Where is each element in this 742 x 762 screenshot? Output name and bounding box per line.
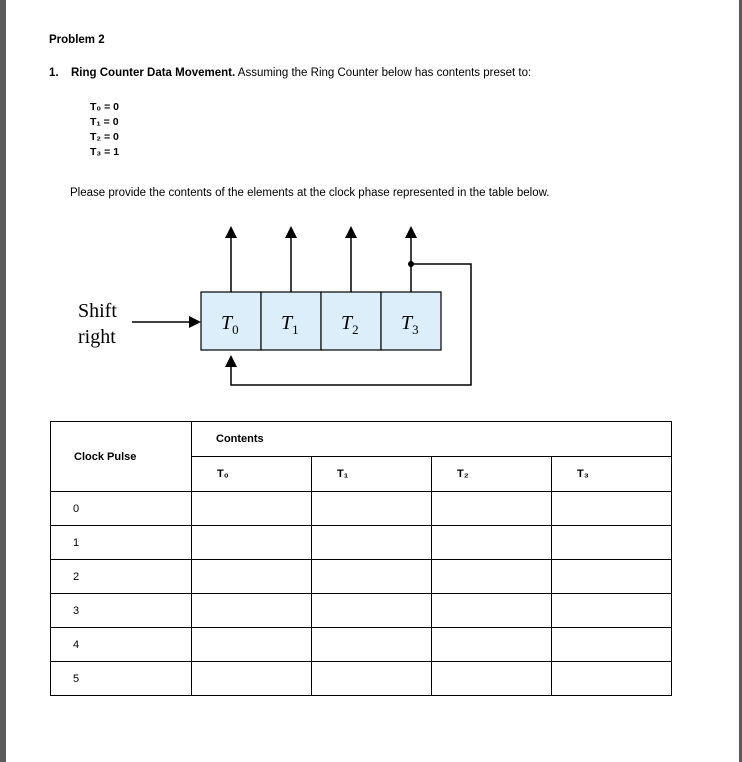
preset-t2: T₂ = 0 <box>90 131 119 143</box>
pulse-cell: 2 <box>51 560 192 594</box>
answer-cell[interactable] <box>192 628 312 662</box>
table-row <box>51 594 672 628</box>
cell-t2-label: $T_2$ <box>341 312 359 337</box>
answer-cell[interactable] <box>192 560 312 594</box>
ring-counter-diagram <box>70 215 490 395</box>
col-header-t1: T₁ <box>312 457 432 492</box>
cell-t1-label: $T_1$ <box>281 312 299 337</box>
question-text <box>49 67 531 79</box>
answer-cell[interactable] <box>432 560 552 594</box>
cell-t0-label: $T_0$ <box>221 312 239 337</box>
answer-cell[interactable] <box>432 526 552 560</box>
question-rest: Assuming the Ring Counter below has contents preset to: <box>235 67 532 79</box>
clock-header: Clock Pulse <box>51 422 192 492</box>
table-row <box>51 526 672 560</box>
pulse-cell: 4 <box>51 628 192 662</box>
preset-t0: T₀ = 0 <box>90 101 119 113</box>
pulse-cell: 5 <box>51 662 192 696</box>
shift-label-2: right <box>78 326 116 348</box>
table-row <box>51 560 672 594</box>
question-number: 1. <box>49 67 59 79</box>
answer-cell[interactable] <box>312 492 432 526</box>
answer-cell[interactable] <box>432 594 552 628</box>
cell-t3-label: $T_3$ <box>401 312 419 337</box>
preset-t1: T₁ = 0 <box>90 116 119 128</box>
answer-cell[interactable] <box>552 628 672 662</box>
answer-cell[interactable] <box>192 492 312 526</box>
answer-cell[interactable] <box>192 526 312 560</box>
problem-title: Problem 2 <box>49 34 105 46</box>
answer-cell[interactable] <box>552 526 672 560</box>
answer-cell[interactable] <box>552 492 672 526</box>
preset-list <box>90 100 119 160</box>
answer-table <box>50 421 672 696</box>
table-row <box>51 662 672 696</box>
answer-cell[interactable] <box>312 560 432 594</box>
answer-cell[interactable] <box>432 662 552 696</box>
col-header-t2: T₂ <box>432 457 552 492</box>
col-header-t0: T₀ <box>192 457 312 492</box>
contents-header: Contents <box>192 422 672 457</box>
answer-cell[interactable] <box>192 594 312 628</box>
answer-cell[interactable] <box>552 662 672 696</box>
pulse-cell: 0 <box>51 492 192 526</box>
answer-cell[interactable] <box>192 662 312 696</box>
answer-cell[interactable] <box>312 628 432 662</box>
shift-label-1: Shift <box>78 300 117 322</box>
instruction-text: Please provide the contents of the elements at the clock phase represented in the table below. <box>70 187 550 199</box>
table-row <box>51 628 672 662</box>
table-row <box>51 492 672 526</box>
pulse-cell: 3 <box>51 594 192 628</box>
answer-cell[interactable] <box>552 594 672 628</box>
answer-cell[interactable] <box>552 560 672 594</box>
preset-t3: T₃ = 1 <box>90 146 120 158</box>
question-bold: Ring Counter Data Movement. <box>71 67 236 79</box>
output-arrows <box>231 229 411 292</box>
answer-cell[interactable] <box>312 662 432 696</box>
pulse-cell: 1 <box>51 526 192 560</box>
answer-cell[interactable] <box>312 594 432 628</box>
answer-cell[interactable] <box>312 526 432 560</box>
answer-cell[interactable] <box>432 492 552 526</box>
answer-cell[interactable] <box>432 628 552 662</box>
col-header-t3: T₃ <box>552 457 672 492</box>
page-edge-left <box>0 0 6 762</box>
